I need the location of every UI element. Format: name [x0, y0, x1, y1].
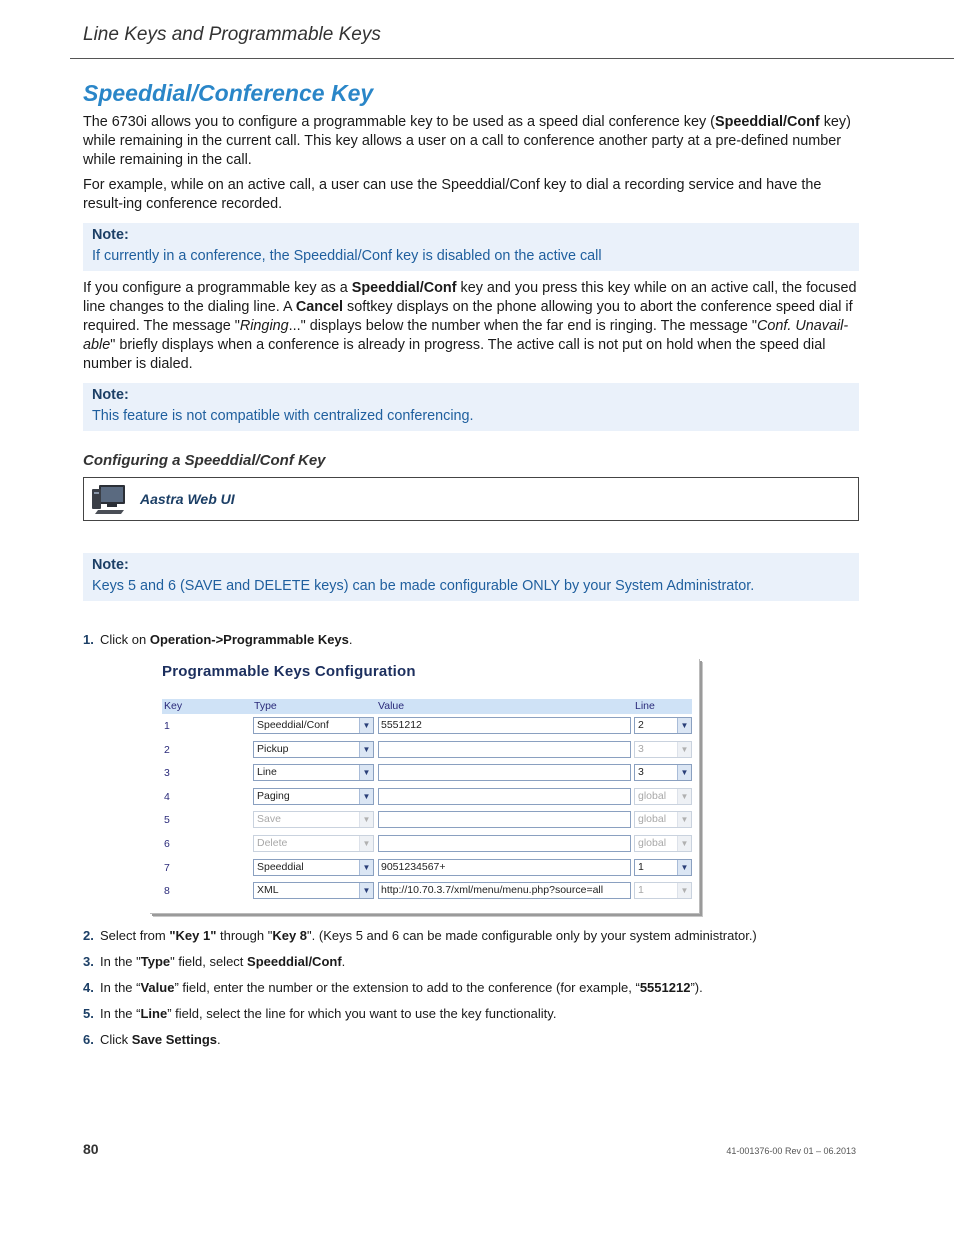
running-head: Line Keys and Programmable Keys	[83, 24, 381, 45]
value-input[interactable]	[378, 835, 631, 852]
type-select[interactable]	[253, 717, 374, 734]
chevron-down-icon[interactable]: ▼	[359, 789, 373, 804]
note-text: This feature is not compatible with centralized conferencing.	[92, 408, 474, 424]
line-select-value: 3	[638, 742, 644, 755]
key-number: 3	[164, 767, 170, 780]
note-label: Note:	[92, 557, 129, 573]
type-select-value: Delete	[257, 837, 288, 849]
line-select[interactable]	[634, 764, 692, 781]
config-row	[162, 717, 692, 737]
chevron-down-icon: ▼	[359, 836, 373, 851]
type-select[interactable]	[253, 764, 374, 781]
note-text: If currently in a conference, the Speeddial/Conf key is disabled on the active call	[92, 248, 602, 264]
type-select[interactable]	[253, 882, 374, 899]
body-paragraph-3: If you configure a programmable key as a Speeddial/Conf key and you press this key while on an active call, the focused line changes to the dialing line. A Cancel softkey displays on the phone allowing you to abort the conference speed dial if required. The message "Ringing..." displays below the number when the far end is ringing. The message "Conf. Unavail-able" briefly displays when a conference is already in progress. The active call is not put on hold when the speed dial number is dialed.	[83, 280, 857, 372]
type-select[interactable]	[253, 741, 374, 758]
line-select-value: 3	[638, 766, 644, 779]
step-3: 3. In the "Type" field, select Speeddial/Conf.	[83, 954, 346, 969]
chevron-down-icon[interactable]: ▼	[359, 860, 373, 875]
key-number: 1	[164, 720, 170, 732]
line-select	[634, 835, 692, 852]
line-select[interactable]	[634, 859, 692, 876]
note-label: Note:	[92, 387, 129, 403]
key-number: 8	[164, 885, 170, 898]
note-label: Note:	[92, 227, 129, 243]
note-box-2	[83, 383, 859, 431]
line-select-value: 1	[638, 884, 644, 897]
line-select-value: global	[638, 789, 667, 802]
line-select	[634, 788, 692, 805]
step-2: 2. Select from "Key 1" through "Key 8". (Keys 5 and 6 can be made configurable only by your system administrator.)	[83, 928, 757, 943]
value-input[interactable]	[378, 764, 631, 781]
config-row	[162, 741, 692, 761]
web-ui-banner	[83, 477, 859, 521]
type-select	[253, 811, 374, 828]
type-select	[253, 835, 374, 852]
key-number: 7	[164, 861, 170, 874]
web-ui-label: Aastra Web UI	[140, 491, 235, 507]
type-select-value: XML	[257, 884, 279, 897]
chevron-down-icon[interactable]: ▼	[677, 718, 691, 733]
note-box-1	[83, 223, 859, 271]
type-select-value: Pickup	[257, 742, 289, 755]
header-line: Line	[635, 700, 655, 712]
chevron-down-icon: ▼	[677, 789, 691, 804]
chevron-down-icon[interactable]: ▼	[359, 718, 373, 733]
step-1: 1. Click on Operation->Programmable Keys.	[83, 632, 353, 647]
chevron-down-icon: ▼	[677, 883, 691, 898]
value-input[interactable]: http://10.70.3.7/xml/menu/menu.php?source=all	[378, 882, 631, 899]
chevron-down-icon: ▼	[677, 742, 691, 757]
value-input[interactable]: 9051234567+	[378, 859, 631, 876]
note-box-3	[83, 553, 859, 601]
config-row	[162, 835, 692, 855]
computer-monitor-icon	[90, 482, 128, 516]
type-select[interactable]	[253, 859, 374, 876]
type-select-value: Speeddial	[257, 860, 304, 873]
key-number: 4	[164, 790, 170, 803]
header-rule	[70, 58, 954, 59]
page-title: Speeddial/Conference Key	[83, 80, 374, 106]
type-select-value: Line	[257, 766, 277, 779]
config-row	[162, 764, 692, 784]
programmable-keys-screenshot	[150, 659, 700, 914]
chevron-down-icon[interactable]: ▼	[677, 765, 691, 780]
line-select-value: 2	[638, 719, 644, 731]
type-select-value: Save	[257, 813, 281, 826]
step-4: 4. In the “Value” field, enter the number or the extension to add to the conference (for example, “5551212”).	[83, 980, 703, 995]
note-text: Keys 5 and 6 (SAVE and DELETE keys) can be made configurable ONLY by your System Administrator.	[92, 578, 755, 594]
step-6: 6. Click Save Settings.	[83, 1032, 221, 1047]
page-number: 80	[83, 1141, 99, 1157]
header-key: Key	[164, 700, 183, 712]
key-number: 2	[164, 743, 170, 756]
line-select[interactable]	[634, 717, 692, 734]
value-input[interactable]	[378, 811, 631, 828]
value-input[interactable]	[378, 741, 631, 758]
document-id: 41-001376-00 Rev 01 – 06.2013	[726, 1146, 856, 1156]
intro-paragraph-1: The 6730i allows you to configure a programmable key to be used as a speed dial conference key (Speeddial/Conf key) while remaining in the current call. This key allows a user on a call to conference another party at a pre-defined number while remaining in the call.	[83, 114, 851, 168]
header-type: Type	[254, 700, 277, 712]
type-select-value: Speeddial/Conf	[257, 719, 329, 731]
type-select-value: Paging	[257, 789, 290, 802]
steps-list-continued	[83, 927, 859, 1048]
value-input[interactable]	[378, 788, 631, 805]
chevron-down-icon[interactable]: ▼	[359, 765, 373, 780]
config-row	[162, 811, 692, 831]
value-input[interactable]: 5551212	[378, 717, 631, 734]
step-5: 5. In the “Line” field, select the line for which you want to use the key functionality.	[83, 1006, 557, 1021]
key-number: 6	[164, 838, 170, 850]
chevron-down-icon[interactable]: ▼	[359, 883, 373, 898]
header-value: Value	[378, 700, 405, 712]
line-select	[634, 741, 692, 758]
config-title: Programmable Keys Configuration	[162, 663, 416, 680]
config-row	[162, 882, 692, 902]
chevron-down-icon: ▼	[677, 836, 691, 851]
line-select-value: global	[638, 837, 667, 849]
subheading: Configuring a Speeddial/Conf Key	[83, 452, 326, 469]
config-row	[162, 788, 692, 808]
config-row	[162, 859, 692, 879]
line-select-value: 1	[638, 860, 644, 873]
key-number: 5	[164, 814, 170, 827]
line-select	[634, 811, 692, 828]
intro-paragraph-2: For example, while on an active call, a user can use the Speeddial/Conf key to dial a recording service and have the result-ing conference recorded.	[83, 177, 822, 212]
line-select	[634, 882, 692, 899]
type-select[interactable]	[253, 788, 374, 805]
steps-list	[83, 631, 859, 648]
chevron-down-icon[interactable]: ▼	[359, 742, 373, 757]
line-select-value: global	[638, 813, 667, 826]
chevron-down-icon: ▼	[359, 812, 373, 827]
chevron-down-icon[interactable]: ▼	[677, 860, 691, 875]
chevron-down-icon: ▼	[677, 812, 691, 827]
page-content	[83, 80, 859, 1057]
config-table-header	[162, 699, 692, 714]
